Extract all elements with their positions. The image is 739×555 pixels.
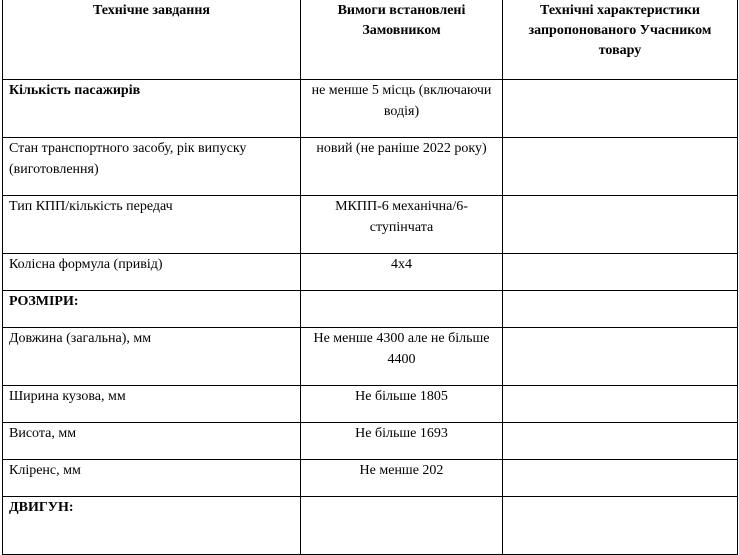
param-passengers: Кількість пасажирів: [3, 80, 301, 138]
header-participant-characteristics: Технічні характеристики запропонованого Учасником товару: [503, 0, 738, 80]
table-row: [3, 80, 738, 138]
req-body-width: Не більше 1805: [301, 386, 503, 423]
table-row: [3, 497, 738, 555]
technical-spec-table: [2, 0, 738, 555]
req-gearbox-type: МКПП-6 механічна/6-ступінчата: [301, 196, 503, 254]
table-row: [3, 254, 738, 291]
header-technical-task: Технічне завдання: [3, 0, 301, 80]
table-row: [3, 386, 738, 423]
table-row: [3, 291, 738, 328]
req-vehicle-condition: новий (не раніше 2022 року): [301, 138, 503, 196]
header-customer-requirements: Вимоги встановлені Замовником: [301, 0, 503, 80]
param-gearbox-type: Тип КПП/кількість передач: [3, 196, 301, 254]
offer-cell[interactable]: [503, 80, 738, 138]
section-dimensions: РОЗМІРИ:: [3, 291, 301, 328]
table-row: [3, 196, 738, 254]
offer-cell[interactable]: [503, 291, 738, 328]
param-overall-length: Довжина (загальна), мм: [3, 328, 301, 386]
offer-cell[interactable]: [503, 254, 738, 291]
table-row: [3, 328, 738, 386]
req-clearance: Не менше 202: [301, 460, 503, 497]
offer-cell[interactable]: [503, 196, 738, 254]
section-engine: ДВИГУН:: [3, 497, 301, 555]
offer-cell[interactable]: [503, 423, 738, 460]
offer-cell[interactable]: [503, 328, 738, 386]
param-vehicle-condition: Стан транспортного засобу, рік випуску (виготовлення): [3, 138, 301, 196]
table-row: [3, 460, 738, 497]
req-height: Не більше 1693: [301, 423, 503, 460]
table-header-row: [3, 0, 738, 80]
param-body-width: Ширина кузова, мм: [3, 386, 301, 423]
offer-cell[interactable]: [503, 386, 738, 423]
req-wheel-formula: 4x4: [301, 254, 503, 291]
offer-cell[interactable]: [503, 138, 738, 196]
req-engine: [301, 497, 503, 555]
req-overall-length: Не менше 4300 але не більше 4400: [301, 328, 503, 386]
req-passengers: не менше 5 місць (включаючи водія): [301, 80, 503, 138]
table-row: [3, 138, 738, 196]
param-clearance: Кліренс, мм: [3, 460, 301, 497]
table-row: [3, 423, 738, 460]
req-dimensions: [301, 291, 503, 328]
param-height: Висота, мм: [3, 423, 301, 460]
offer-cell[interactable]: [503, 460, 738, 497]
param-wheel-formula: Колісна формула (привід): [3, 254, 301, 291]
offer-cell[interactable]: [503, 497, 738, 555]
